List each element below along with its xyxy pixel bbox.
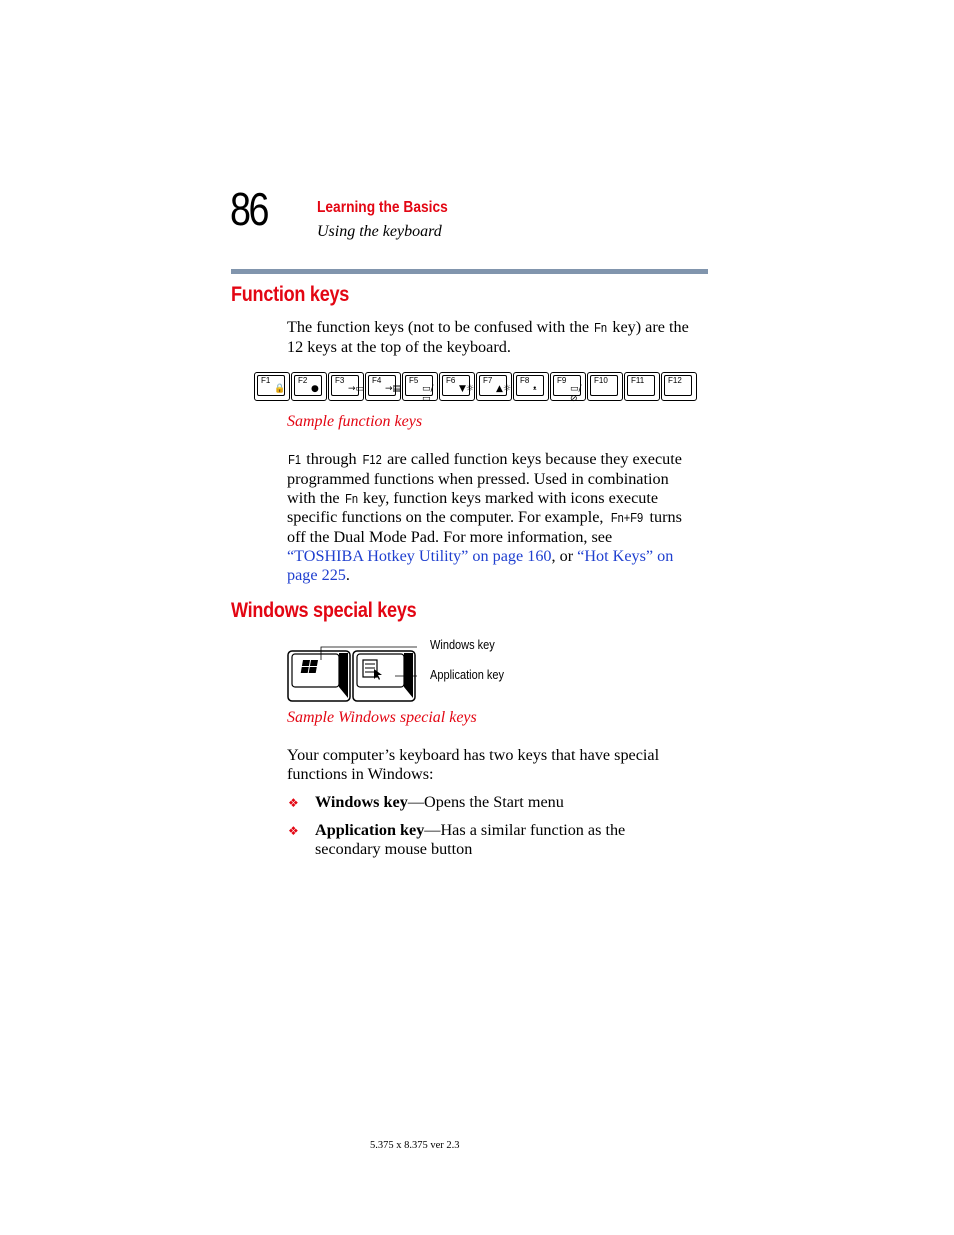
body-text: turns [645, 508, 682, 527]
function-keys-body [287, 450, 707, 585]
function-key-f9 [550, 372, 586, 404]
function-key-label: F9 [557, 376, 567, 385]
bullet-desc: —Opens the Start menu [407, 793, 564, 811]
brightness-up-icon: ▲☼ [496, 384, 511, 394]
list-item [287, 821, 707, 859]
windows-keys-illustration [287, 640, 417, 704]
function-key-label: F10 [594, 376, 608, 385]
intro-text: The function keys (not to be confused with the [287, 318, 594, 336]
brightness-down-icon: ▼☼ [459, 384, 474, 394]
body-text: key, function keys marked with icons execute [358, 488, 659, 507]
function-key-f1 [254, 372, 290, 401]
function-key-f5 [402, 372, 438, 404]
intro-text: key) are the [608, 318, 689, 336]
body-text: programmed functions when pressed. Used in combination [287, 469, 669, 488]
windows-key-label: Windows key [430, 638, 495, 652]
function-key-label: F1 [261, 376, 271, 385]
key-name: F12 [362, 452, 382, 467]
body-text: off the Dual Mode Pad. For more information, see [287, 528, 613, 547]
body-text: are called function keys because they execute [383, 450, 682, 468]
page-footer: 5.375 x 8.375 ver 2.3 [370, 1140, 460, 1151]
function-key-label: F7 [483, 376, 493, 385]
display-switch-icon: ▭/▭ [422, 384, 434, 404]
bullet-desc: —Has a similar function as the [424, 820, 626, 839]
windows-key [288, 651, 350, 701]
windows-keys-caption: Sample Windows special keys [287, 709, 477, 726]
fn-key-name: Fn [594, 320, 608, 335]
function-key-f11 [624, 372, 660, 401]
standby-icon: →▭ [348, 384, 365, 394]
function-key-f12 [661, 372, 697, 401]
hibernate-icon: →▤ [385, 384, 402, 394]
function-key-label: F4 [372, 376, 382, 385]
windows-keys-heading: Windows special keys [231, 599, 417, 622]
bullet-term: Application key [315, 820, 425, 839]
function-keys-intro [287, 318, 707, 357]
body-text: . [345, 565, 350, 584]
page-number: 86 [230, 183, 268, 235]
chapter-title: Learning the Basics [317, 199, 448, 216]
lock-icon: 🔒 [274, 384, 286, 394]
key-name: Fn [344, 490, 358, 506]
intro-text: 12 keys at the top of the keyboard. [287, 337, 511, 356]
bullet-desc: secondary mouse button [315, 839, 473, 858]
function-key-label: F6 [446, 376, 456, 385]
bullet-icon: ❖ [288, 823, 299, 838]
function-keys-illustration [254, 372, 709, 404]
section-subtitle: Using the keyboard [317, 223, 442, 240]
header-rule [231, 269, 708, 274]
intro-text: Your computer’s keyboard has two keys that have special [287, 746, 660, 764]
touchpad-icon: ▭/⊘ [570, 384, 582, 404]
bullet-icon: ❖ [288, 796, 299, 810]
body-text: through [302, 450, 361, 468]
function-key-f7 [476, 372, 512, 401]
body-text: specific functions on the computer. For example, [287, 508, 608, 527]
body-text: with the [287, 488, 344, 507]
function-key-f2 [291, 372, 327, 401]
intro-text: functions in Windows: [287, 764, 434, 783]
windows-keys-intro [287, 746, 707, 784]
hot-keys-link[interactable]: “Hot Keys” on [577, 546, 674, 565]
hot-keys-link-cont[interactable]: page 225 [287, 565, 346, 584]
key-combo: Fn+F9 [610, 510, 643, 526]
application-key-label: Application key [430, 668, 504, 682]
function-key-f8 [513, 372, 549, 401]
wireless-icon: ᵜ [533, 385, 537, 395]
function-key-label: F8 [520, 376, 530, 385]
function-key-label: F12 [668, 376, 682, 385]
list-item [287, 793, 707, 812]
function-key-f6 [439, 372, 475, 401]
function-key-label: F11 [631, 376, 645, 385]
function-keys-caption: Sample function keys [287, 413, 423, 430]
function-key-f4 [365, 372, 401, 401]
bullet-term: Windows key [315, 793, 408, 811]
hotkey-utility-link[interactable]: “TOSHIBA Hotkey Utility” on page 160 [287, 546, 552, 565]
magnifier-icon: ● [311, 384, 319, 394]
function-key-label: F5 [409, 376, 419, 385]
key-name: F1 [288, 452, 302, 467]
function-key-f10 [587, 372, 623, 401]
bullet-list [287, 793, 707, 858]
function-key-f3 [328, 372, 364, 401]
function-keys-heading: Function keys [231, 283, 350, 306]
function-key-label: F2 [298, 376, 308, 385]
function-key-label: F3 [335, 376, 345, 385]
body-text: , or [551, 546, 578, 565]
